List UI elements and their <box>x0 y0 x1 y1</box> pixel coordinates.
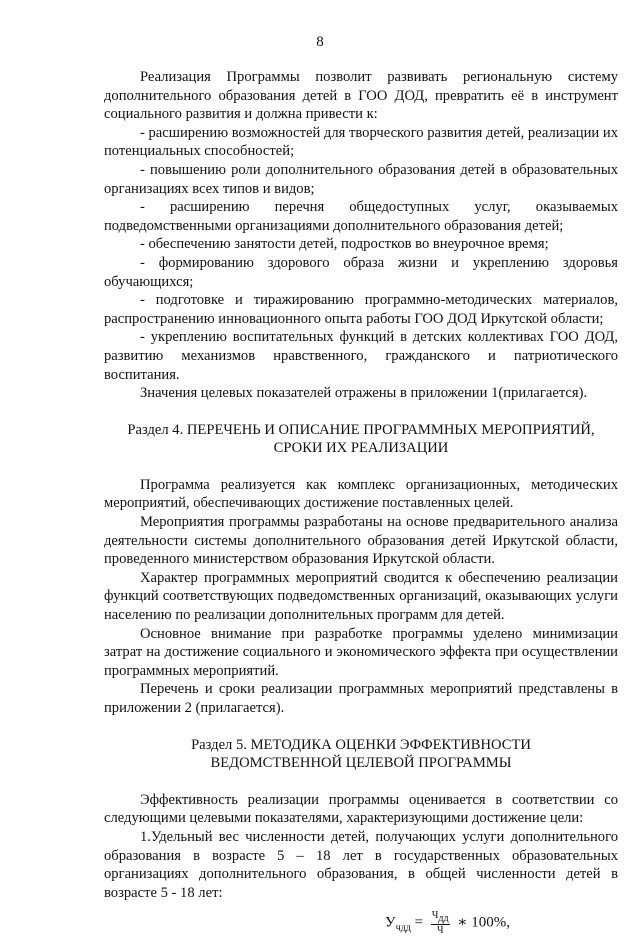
document-body <box>104 68 618 940</box>
section-5-title-line-2: ВЕДОМСТВЕННОЙ ЦЕЛЕВОЙ ПРОГРАММЫ <box>210 755 512 772</box>
outcome-item: - укреплению воспитательных функций в детских коллективах ГОО ДОД, развитию механизмов нравственного, гражданского и патриотического воспитания. <box>104 329 618 383</box>
formula-numerator-symbol: Ч <box>431 910 439 922</box>
section-4-title-line-1: Раздел 4. ПЕРЕЧЕНЬ И ОПИСАНИЕ ПРОГРАММНЫХ МЕРОПРИЯТИЙ, <box>127 421 595 438</box>
page-number: 8 <box>316 34 324 50</box>
section-5-heading <box>104 736 618 773</box>
formula-lhs: У <box>385 914 396 931</box>
section-4-paragraph: Основное внимание при разработке программы уделено минимизации затрат на достижение социального и экономического эффекта при осуществлении программных мероприятий. <box>104 625 618 679</box>
formula-lhs-subscript: чдд <box>395 922 411 934</box>
section-4-heading <box>104 421 618 458</box>
formula-fraction <box>431 910 450 936</box>
outcome-item: - расширению возможностей для творческого развития детей, реализации их потенциальных способностей; <box>104 124 618 160</box>
outcome-item: - обеспечению занятости детей, подростков во внеурочное время; <box>140 236 549 253</box>
intro-paragraph: Реализация Программы позволит развивать региональную систему дополнительного образования детей в ГОО ДОД, превратить её в инструмент социального развития и должна привести к: <box>104 69 618 123</box>
outcome-item: - расширению перечня общедоступных услуг, оказываемых подведомственными организациями дополнительного образования детей; <box>104 199 618 234</box>
efficiency-formula <box>104 910 618 939</box>
outcome-item: - повышению роли дополнительного образования детей в образовательных организациях всех типов и видов; <box>104 161 618 197</box>
section-4-paragraph: Характер программных мероприятий сводится к обеспечению реализации функций соответствующих подведомственных организаций, оказывающих услуги населению по реализации дополнительных программ для детей. <box>104 569 618 624</box>
outcome-item: - подготовке и тиражированию программно-методических материалов, распространению инновационного опыта работы ГОО ДОД Иркутской области; <box>104 292 618 327</box>
section-4-title-line-2: СРОКИ ИХ РЕАЛИЗАЦИИ <box>273 440 449 457</box>
outcome-item: - формированию здорового образа жизни и укреплению здоровья обучающихся; <box>104 254 618 290</box>
targets-note: Значения целевых показателей отражены в приложении 1(прилагается). <box>140 385 588 402</box>
formula-rest: ∗ 100%, <box>457 914 510 931</box>
section-5-title-line-1: Раздел 5. МЕТОДИКА ОЦЕНКИ ЭФФЕКТИВНОСТИ <box>191 736 531 753</box>
formula-numerator <box>431 910 450 925</box>
section-5-paragraph: 1.Удельный вес численности детей, получающих услуги дополнительного образования в возрасте 5 – 18 лет в государственных образовательных организациях дополнительного образования, в общей численности детей в возрасте 5 - 18 лет: <box>104 828 618 901</box>
formula-denominator: Ч <box>436 925 444 937</box>
section-4-paragraph: Программа реализуется как комплекс организационных, методических мероприятий, обеспечивающих достижение поставленных целей. <box>104 476 618 512</box>
section-4-paragraph: Мероприятия программы разработаны на основе предварительного анализа деятельности системы дополнительного образования детей Иркутской области, проведенного министерством образования Иркутской области. <box>104 514 618 568</box>
formula-numerator-subscript: дд <box>438 913 449 925</box>
formula-equals: = <box>414 914 424 931</box>
section-4-paragraph: Перечень и сроки реализации программных мероприятий представлены в приложении 2 (прилагается). <box>104 681 618 716</box>
section-5-paragraph: Эффективность реализации программы оценивается в соответствии со следующими целевыми показателями, характеризующими достижение цели: <box>104 791 618 827</box>
